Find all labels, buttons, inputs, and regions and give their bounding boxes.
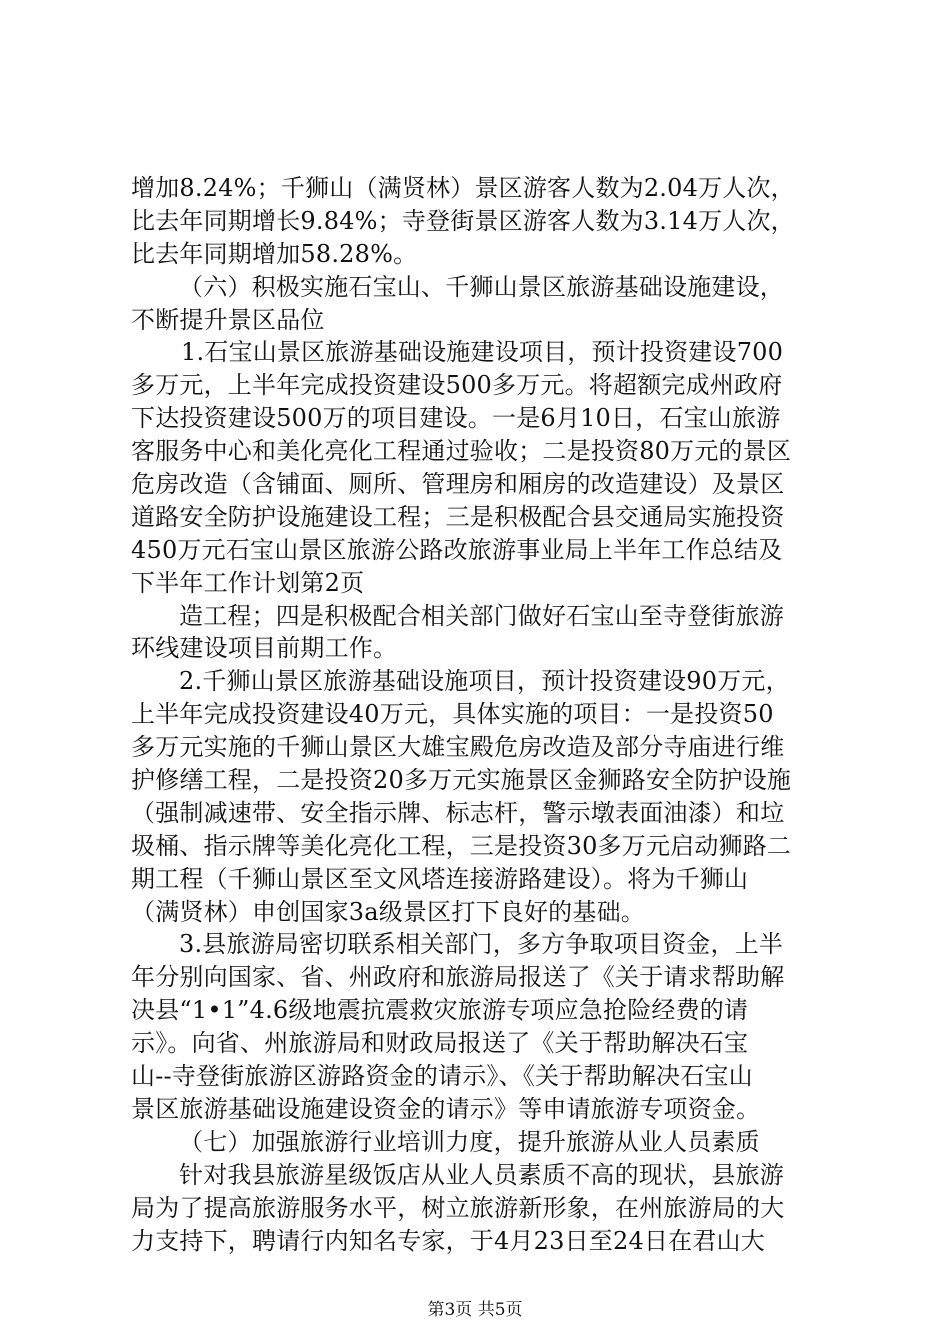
text-line: 450万元石宝山景区旅游公路改旅游事业局上半年工作总结及: [131, 535, 783, 564]
text-line: 上半年完成投资建设40万元，具体实施的项目：一是投资50: [131, 700, 774, 729]
text-line: 多万元实施的千狮山景区大雄宝殿危房改造及部分寺庙进行维: [131, 733, 785, 762]
text-line: 客服务中心和美化亮化工程通过验收；二是投资80万元的景区: [131, 437, 792, 466]
text-line: 1.石宝山景区旅游基础设施建设项目，预计投资建设700: [181, 338, 784, 367]
text-line: 多万元，上半年完成投资建设500多万元。将超额完成州政府: [131, 371, 783, 400]
text-line: 景区旅游基础设施建设资金的请示》等申请旅游专项资金。: [131, 1094, 761, 1123]
text-line: 年分别向国家、省、州政府和旅游局报送了《关于请求帮助解: [131, 963, 785, 992]
text-line: 比去年同期增长9.84%；寺登街景区游客人数为3.14万人次，: [131, 206, 795, 235]
text-line: 2.千狮山景区旅游基础设施项目，预计投资建设90万元，: [179, 667, 790, 696]
text-line: 环线建设项目前期工作。: [131, 634, 398, 663]
text-line: 比去年同期增加58.28%。: [131, 239, 418, 268]
text-line: 道路安全防护设施建设工程；三是积极配合县交通局实施投资: [131, 502, 785, 531]
text-line: 局为了提高旅游服务水平，树立旅游新形象，在州旅游局的大: [131, 1193, 785, 1222]
text-line: 决县“1•1”4.6级地震抗震救灾旅游专项应急抢险经费的请: [131, 996, 749, 1025]
text-line: （满贤林）申创国家3a级景区打下良好的基础。: [131, 897, 645, 926]
text-line: 力支持下，聘请行内知名专家，于4月23日至24日在君山大: [131, 1226, 765, 1255]
text-line: 山--寺登街旅游区游路资金的请示》、《关于帮助解决石宝山: [131, 1062, 753, 1091]
text-line: 期工程（千狮山景区至文风塔连接游路建设）。将为千狮山: [131, 864, 749, 893]
page-number-footer: 第3页 共5页: [427, 1300, 523, 1320]
text-line: 圾桶、指示牌等美化亮化工程，三是投资30多万元启动狮路二: [131, 831, 792, 860]
text-line: （强制减速带、安全指示牌、标志杆，警示墩表面油漆）和垃: [131, 798, 785, 827]
text-line: 针对我县旅游星级饭店从业人员素质不高的现状，县旅游: [179, 1160, 784, 1189]
text-line: 增加8.24%；千狮山（满贤林）景区游客人数为2.04万人次，: [131, 174, 795, 202]
section-heading-line: 不断提升景区品位: [131, 305, 325, 334]
text-line: 护修缮工程，二是投资20多万元实施景区金狮路安全防护设施: [131, 766, 792, 795]
text-line: 3.县旅游局密切联系相关部门，多方争取项目资金，上半: [179, 930, 784, 959]
text-line: 下达投资建设500万的项目建设。一是6月10日，石宝山旅游: [131, 404, 781, 433]
text-line: 下半年工作计划第2页: [131, 568, 365, 597]
text-line: 示》。向省、州旅游局和财政局报送了《关于帮助解决石宝: [131, 1029, 749, 1058]
section-heading-line: （六）积极实施石宝山、千狮山景区旅游基础设施建设，: [179, 272, 784, 301]
text-line: 危房改造（含铺面、厕所、管理房和厢房的改造建设）及景区: [131, 470, 785, 499]
section-heading-line: （七）加强旅游行业培训力度，提升旅游从业人员素质: [179, 1127, 760, 1156]
document-body: [131, 172, 837, 1257]
text-line: 造工程；四是积极配合相关部门做好石宝山至寺登街旅游: [179, 601, 784, 630]
